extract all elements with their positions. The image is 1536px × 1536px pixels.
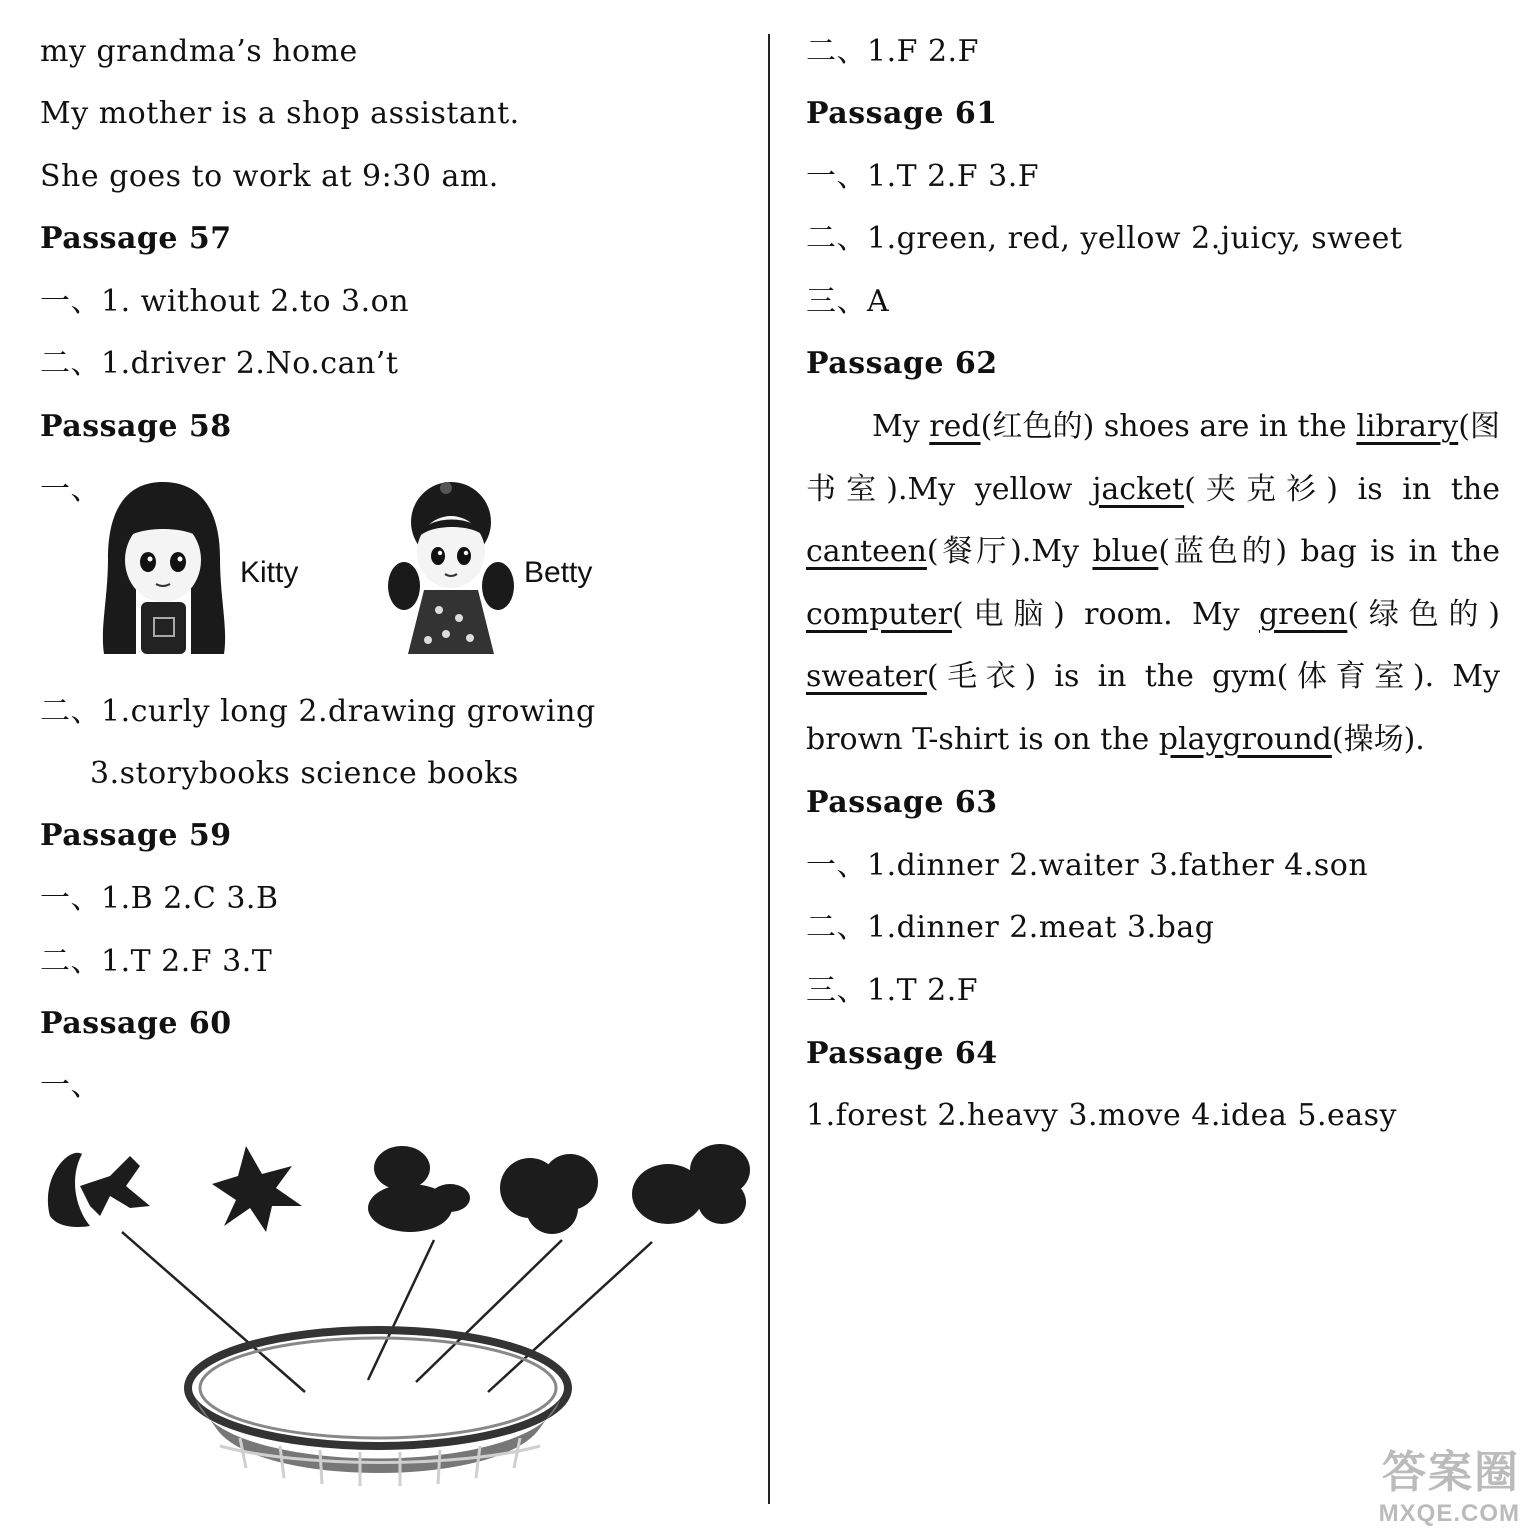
answer-word: playground [1158, 721, 1332, 757]
passage-heading: Passage 57 [40, 221, 232, 256]
passage-heading: Passage 59 [40, 818, 232, 853]
answer-word: library [1356, 409, 1459, 444]
passage-heading: Passage 62 [806, 346, 998, 381]
answer-line: 二、1.dinner 2.meat 3.bag [806, 910, 1215, 945]
answer-word: blue [1092, 534, 1159, 569]
answer-line: 1.forest 2.heavy 3.move 4.idea 5.easy [806, 1098, 1397, 1133]
watermark-title: 答案圈 [1382, 1448, 1520, 1497]
answer-word: computer [806, 596, 952, 632]
answer-line: 一、1.B 2.C 3.B [40, 881, 279, 916]
answer-word: canteen [806, 534, 927, 569]
answer-line: 二、1.curly long 2.drawing growing [40, 694, 596, 729]
watermark-url: MXQE.COM [1378, 1500, 1520, 1527]
column-divider [768, 34, 770, 1504]
girl-name-label: Betty [524, 556, 593, 589]
answer-line: My mother is a shop assistant. [40, 96, 520, 131]
answer-word: sweater [806, 659, 927, 694]
answer-line: 二、1.F 2.F [806, 34, 979, 69]
answer-line: 一、1. without 2.to 3.on [40, 284, 410, 319]
answer-line: 一、1.T 2.F 3.F [806, 159, 1040, 194]
girl-name-label: Kitty [240, 556, 299, 589]
passage-heading: Passage 64 [806, 1036, 998, 1071]
answer-word: green [1258, 596, 1348, 632]
section-marker: 一、 [40, 1068, 101, 1103]
basket-illustration [180, 1328, 580, 1498]
answer-line: 二、1.T 2.F 3.T [40, 944, 273, 979]
answer-line: 三、1.T 2.F [806, 973, 979, 1008]
answer-line: 二、1.green, red, yellow 2.juicy, sweet [806, 221, 1403, 256]
passage-heading: Passage 58 [40, 409, 232, 444]
answer-line: She goes to work at 9:30 am. [40, 159, 499, 194]
answer-line: 三、A [806, 284, 890, 319]
answer-line: my grandma’s home [40, 34, 358, 69]
answer-line: 二、1.driver 2.No.can’t [40, 346, 399, 381]
answer-line: 一、1.dinner 2.waiter 3.father 4.son [806, 848, 1369, 883]
answer-line: 3.storybooks science books [90, 756, 519, 791]
watermark [1379, 1436, 1520, 1528]
section-marker: 一、 [40, 472, 101, 507]
passage-62-paragraph: My red(红色的) shoes are in the library(图书室).My yellow jacket(夹克衫) is in the canteen(餐厅).My blue(蓝色的) bag is in the computer(电脑) room. My green(绿色的) sweater(毛衣) is in the gym(体育室). My brown T-shirt is on the playground(操场). [806, 409, 1500, 757]
passage-heading: Passage 61 [806, 96, 998, 131]
passage-heading: Passage 60 [40, 1006, 232, 1041]
answer-word: jacket [1092, 471, 1185, 507]
answer-word: red [929, 409, 981, 444]
passage-heading: Passage 63 [806, 785, 998, 820]
